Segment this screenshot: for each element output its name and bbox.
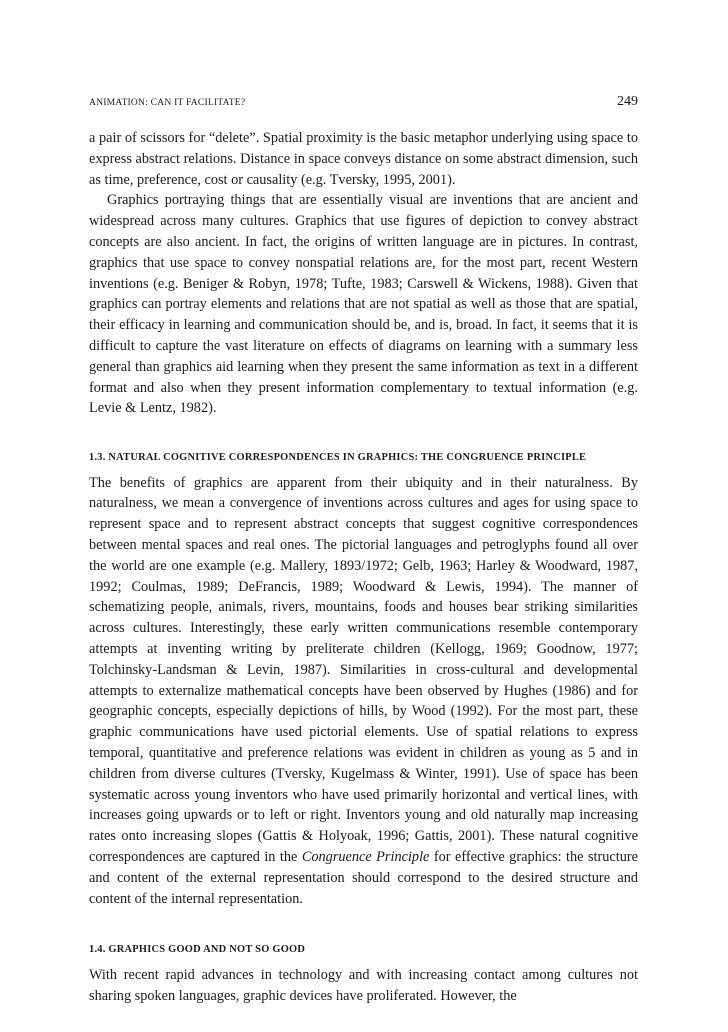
page-number: 249	[617, 94, 638, 109]
paragraph-graphics-history: Graphics portraying things that are essentially visual are inventions that are ancient and widespread across many cultures. Graphics that use figures of depiction to convey abstract concepts are also ancient. In fact, the origins of written language are in pictures. In contrast, graphics that use space to convey nonspatial relations are, for the most part, recent Western inventions (e.g. Beniger & Robyn, 1978; Tufte, 1983; Carswell & Wickens, 1988). Given that graphics can portray elements and relations that are not spatial as well as those that are spatial, their efficacy in learning and communication should be, and is, broad. In fact, it seems that it is difficult to capture the vast literature on effects of diagrams on learning with a summary less general than graphics aid learning when they present the same information as text in a different format and also when they present information complementary to textual information (e.g. Levie & Lentz, 1982).	[89, 192, 638, 417]
section-heading-1-4: 1.4. GRAPHICS GOOD AND NOT SO GOOD	[89, 944, 306, 956]
paragraph-congruence-principle	[89, 473, 638, 910]
page	[89, 94, 638, 1006]
congruence-principle-term: Congruence Principle	[301, 849, 430, 865]
running-title: ANIMATION: CAN IT FACILITATE?	[89, 97, 246, 108]
paragraph-text: The benefits of graphics are apparent from their ubiquity and in their naturalness. By naturalness, we mean a convergence of inventions across cultures and ages for using space to represent space and to represent abstract concepts that suggest cognitive correspondences between mental spaces and real ones. The pictorial languages and petroglyphs found all over the world are one example (e.g. Mallery, 1893/1972; Gelb, 1963; Harley & Woodward, 1987, 1992; Coulmas, 1989; DeFrancis, 1989; Woodward & Lewis, 1994). The manner of schematizing people, animals, rivers, mountains, foods and houses bear striking similarities across cultures. Interestingly, these early written communications resemble contemporary attempts at inventing writing by preliterate children (Kellogg, 1969; Goodnow, 1977; Tolchinsky-Landsman & Levin, 1987). Similarities in cross-cultural and developmental attempts to externalize mathematical concepts have been observed by Hughes (1986) and for geographic concepts, especially depictions of hills, by Wood (1992). For the most part, these graphic communications have used pictorial elements. Use of spatial relations to express temporal, quantitative and preference relations was evident in children as young as 5 and in children from diverse cultures (Tversky, Kugelmass & Winter, 1991). Use of space has been systematic across young inventors who have used primarily horizontal and vertical lines, with increases going upwards or to left or right. Inventors young and old naturally map increasing rates onto increasing slopes (Gattis & Holyoak, 1996; Gattis, 2001). These natural cognitive correspondences are captured in the	[89, 474, 638, 865]
section-heading-1-3: 1.3. NATURAL COGNITIVE CORRESPONDENCES IN GRAPHICS: THE CONGRUENCE PRINCIPLE	[89, 452, 587, 464]
paragraph-continuation: a pair of scissors for “delete”. Spatial proximity is the basic metaphor underlying using space to express abstract relations. Distance in space conveys distance on some abstract dimension, such as time, preference, cost or causality (e.g. Tversky, 1995, 2001).	[89, 130, 638, 188]
running-header	[89, 94, 638, 116]
paragraph-text: for effective graphics: the structure and content of the external representation should correspond to the desired structure and content of the internal representation.	[89, 849, 638, 907]
paragraph-graphics-good: With recent rapid advances in technology and with increasing contact among cultures not sharing spoken languages, graphic devices have proliferated. However, the	[89, 966, 638, 1004]
